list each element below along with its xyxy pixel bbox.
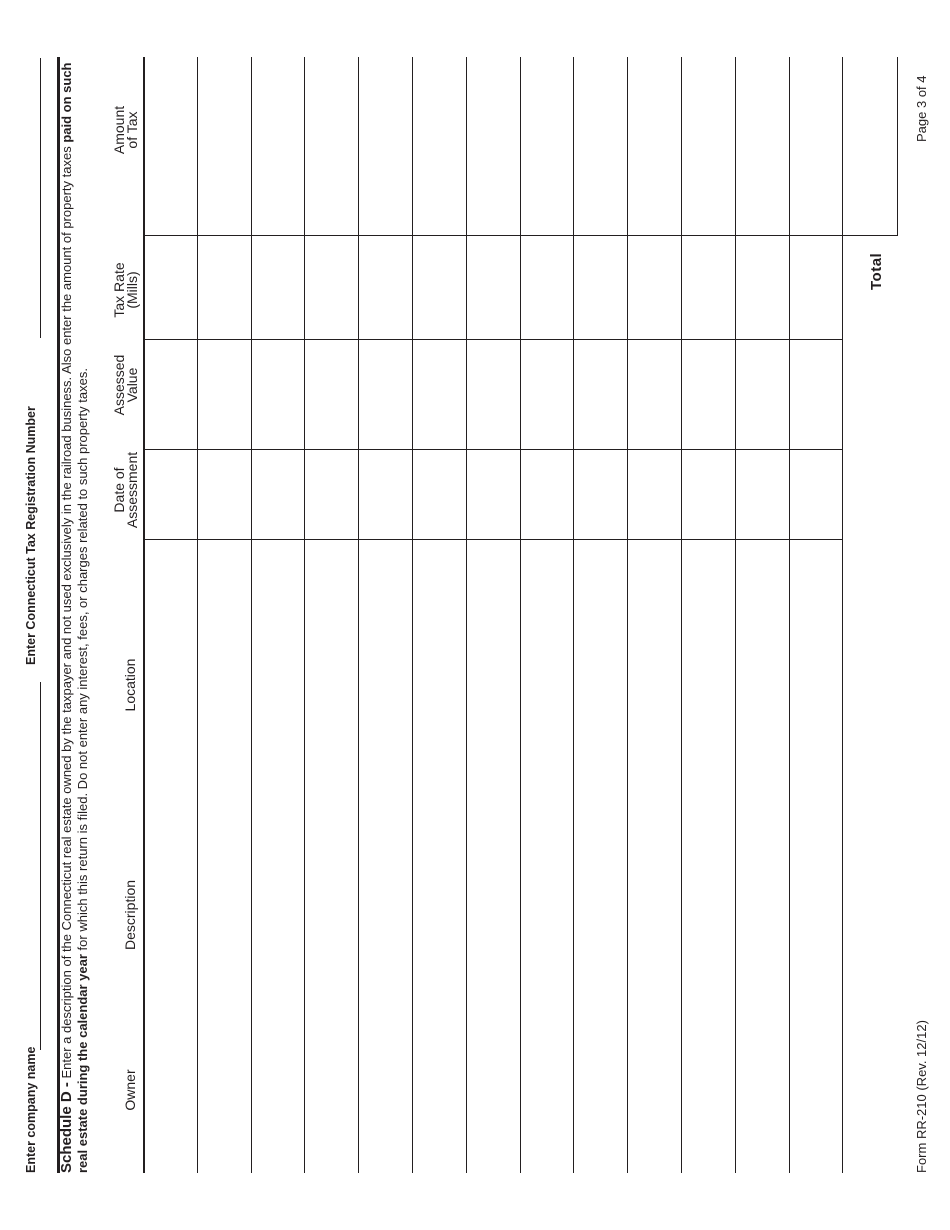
table-cell[interactable]: [466, 540, 520, 1173]
table-cell[interactable]: [304, 450, 358, 540]
table-cell[interactable]: [197, 57, 251, 236]
table-cell[interactable]: [573, 540, 627, 1173]
table-cell[interactable]: [627, 236, 681, 340]
table-cell[interactable]: [735, 450, 789, 540]
table-cell[interactable]: [627, 540, 681, 1173]
table-cell[interactable]: [143, 57, 197, 236]
table-cell[interactable]: [789, 450, 843, 540]
table-cell[interactable]: [573, 450, 627, 540]
table-cell[interactable]: [735, 540, 789, 1173]
table-cell[interactable]: [466, 236, 520, 340]
schedule-text-1: Enter a description of the Connecticut real estate owned by the taxpayer and not used exclusively in the railroad business. Also enter the amount of property taxes: [59, 146, 74, 1079]
table-cell[interactable]: [143, 540, 197, 1173]
table-cell[interactable]: [681, 57, 735, 236]
table-cell[interactable]: [197, 540, 251, 1173]
schedule-title: Schedule D -: [58, 1082, 75, 1173]
total-label: Total: [868, 252, 885, 290]
table-cell[interactable]: [143, 450, 197, 540]
table-cell[interactable]: [789, 57, 843, 236]
table-cell[interactable]: [466, 450, 520, 540]
col-header-assessed-line1: Assessed: [111, 354, 127, 416]
table-cell[interactable]: [358, 450, 412, 540]
table-cell[interactable]: [520, 340, 574, 450]
table-cell[interactable]: [197, 340, 251, 450]
col-header-location: Location: [122, 658, 138, 712]
table-cell[interactable]: [304, 340, 358, 450]
total-amount-cell[interactable]: [842, 57, 897, 236]
table-cell[interactable]: [681, 450, 735, 540]
table-cell[interactable]: [789, 340, 843, 450]
table-cell[interactable]: [304, 57, 358, 236]
table-cell[interactable]: [143, 340, 197, 450]
table-cell[interactable]: [573, 236, 627, 340]
table-cell[interactable]: [412, 57, 466, 236]
table-cell[interactable]: [197, 236, 251, 340]
table-cell[interactable]: [358, 57, 412, 236]
ct-tax-registration-label: Enter Connecticut Tax Registration Number: [24, 406, 38, 665]
table-cell[interactable]: [789, 540, 843, 1173]
table-cell[interactable]: [304, 236, 358, 340]
table-cell[interactable]: [573, 57, 627, 236]
table-cell[interactable]: [520, 450, 574, 540]
table-cell[interactable]: [143, 236, 197, 340]
col-header-rate-line1: Tax Rate: [111, 262, 127, 318]
table-cell[interactable]: [251, 236, 305, 340]
table-cell[interactable]: [681, 236, 735, 340]
schedule-bold-text: paid on such real estate during the calendar year: [59, 62, 90, 1173]
col-header-date-line1: Date of: [111, 467, 127, 513]
table-cell[interactable]: [627, 57, 681, 236]
schedule-text-2: for which this return is filed. Do not enter any interest, fees, or charges related to such property taxes.: [75, 368, 90, 951]
table-cell[interactable]: [681, 340, 735, 450]
table-cell[interactable]: [412, 236, 466, 340]
table-cell[interactable]: [735, 236, 789, 340]
table-cell[interactable]: [358, 540, 412, 1173]
table-cell[interactable]: [735, 340, 789, 450]
table-cell[interactable]: [358, 340, 412, 450]
table-cell[interactable]: [520, 57, 574, 236]
table-cell[interactable]: [466, 57, 520, 236]
table-cell[interactable]: [251, 450, 305, 540]
col-header-description: Description: [122, 879, 138, 951]
form-id: Form RR-210 (Rev. 12/12): [914, 1020, 929, 1173]
col-header-rate-line2: (Mills): [124, 271, 140, 309]
table-cell[interactable]: [520, 540, 574, 1173]
col-header-assessed-line2: Value: [124, 367, 140, 403]
table-cell[interactable]: [520, 236, 574, 340]
total-box-bottom: [897, 57, 898, 236]
table-cell[interactable]: [681, 540, 735, 1173]
page-number: Page 3 of 4: [914, 75, 929, 142]
table-cell[interactable]: [251, 57, 305, 236]
col-header-owner: Owner: [122, 1069, 138, 1111]
table-cell[interactable]: [627, 450, 681, 540]
table-cell[interactable]: [251, 540, 305, 1173]
col-header-amount-line2: of Tax: [124, 111, 140, 149]
table-cell[interactable]: [412, 340, 466, 450]
table-cell[interactable]: [735, 57, 789, 236]
table-cell[interactable]: [197, 450, 251, 540]
company-name-label: Enter company name: [24, 1046, 38, 1173]
table-cell[interactable]: [412, 540, 466, 1173]
col-header-date-line2: Assessment: [124, 451, 140, 529]
col-header-amount-line1: Amount: [111, 105, 127, 155]
table-cell[interactable]: [358, 236, 412, 340]
table-cell[interactable]: [304, 540, 358, 1173]
table-cell[interactable]: [412, 450, 466, 540]
table-cell[interactable]: [466, 340, 520, 450]
table-cell[interactable]: [627, 340, 681, 450]
table-cell[interactable]: [573, 340, 627, 450]
table-cell[interactable]: [789, 236, 843, 340]
table-cell[interactable]: [251, 340, 305, 450]
